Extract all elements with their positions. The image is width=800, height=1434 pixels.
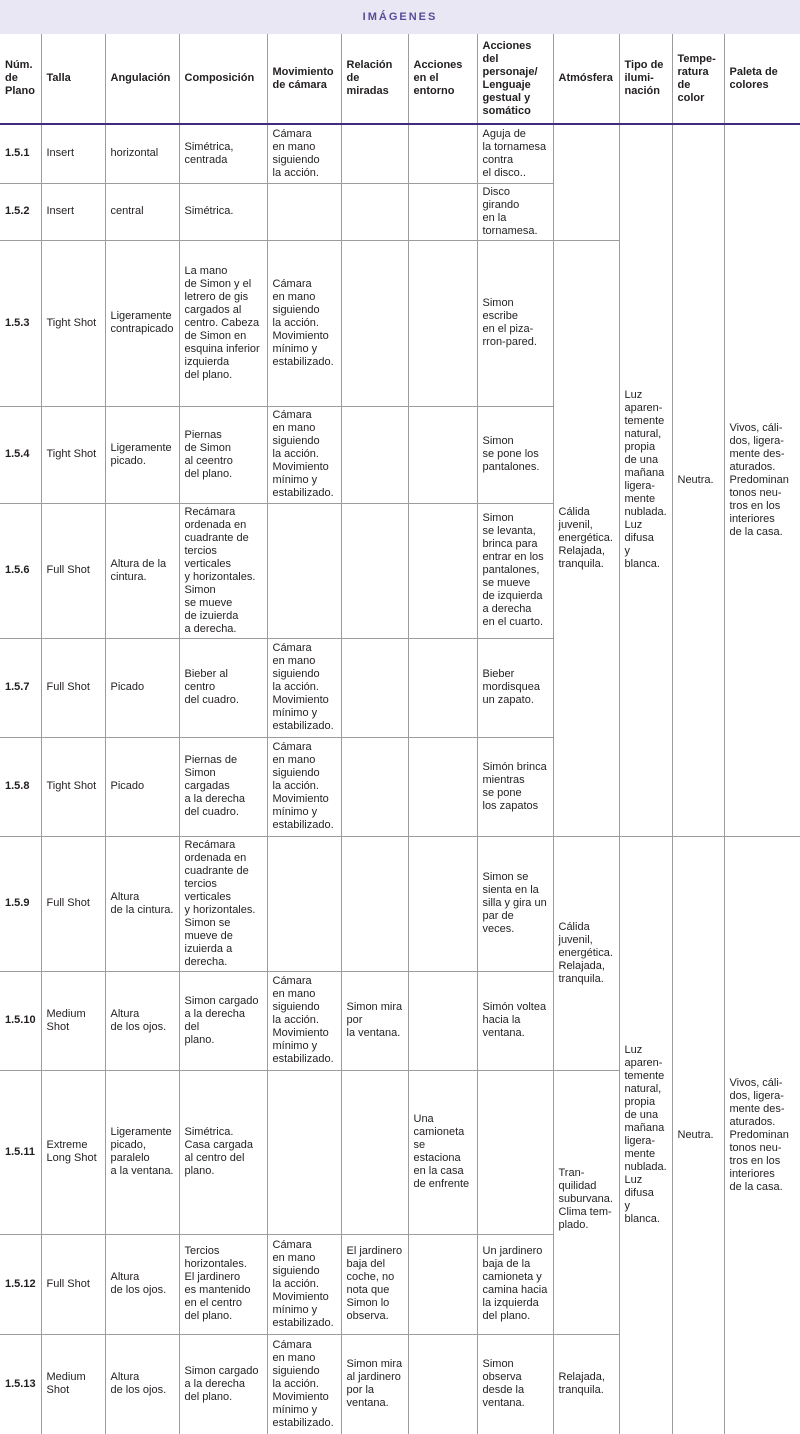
shot-number: 1.5.7: [0, 638, 41, 737]
entorno-cell: [408, 1334, 477, 1434]
table-row: [0, 836, 800, 971]
composicion-cell: Simétrica.: [179, 183, 267, 240]
angulacion-cell: Ligeramente picado.: [105, 406, 179, 503]
shot-number: 1.5.6: [0, 503, 41, 638]
composicion-cell: Piernas de Simon cargadas a la derecha del cuadro.: [179, 737, 267, 836]
temperatura-cell: Neutra.: [672, 836, 724, 1434]
angulacion-cell: Ligeramente picado, paralelo a la ventana.: [105, 1070, 179, 1234]
composicion-cell: Simétrica, centrada: [179, 124, 267, 183]
miradas-cell: [341, 406, 408, 503]
talla-cell: Insert: [41, 124, 105, 183]
personaje-cell: Disco girando en la tornamesa.: [477, 183, 553, 240]
movimiento-cell: Cámara en mano siguiendo la acción. Movimiento mínimo y estabilizado.: [267, 971, 341, 1070]
atmosfera-cell: Relajada, tranquila.: [553, 1334, 619, 1434]
personaje-cell: Simón brinca mientras se pone los zapatos: [477, 737, 553, 836]
shot-number: 1.5.12: [0, 1234, 41, 1334]
composicion-cell: Recámara ordenada en cuadrante de tercios verticales y horizontales. Simon se mueve de izuierda a derecha.: [179, 503, 267, 638]
personaje-cell: Simon se levanta, brinca para entrar en los pantalones, se mueve de izquierda a derecha en el cuarto.: [477, 503, 553, 638]
angulacion-cell: Picado: [105, 737, 179, 836]
header-angulacion: Angulación: [105, 34, 179, 124]
angulacion-cell: horizontal: [105, 124, 179, 183]
entorno-cell: [408, 406, 477, 503]
atmosfera-cell: Cálida juvenil, energética. Relajada, tranquila.: [553, 240, 619, 836]
movimiento-cell: Cámara en mano siguiendo la acción. Movimiento mínimo y estabilizado.: [267, 1234, 341, 1334]
composicion-cell: Simon cargado a la derecha del plano.: [179, 971, 267, 1070]
angulacion-cell: Altura de los ojos.: [105, 1334, 179, 1434]
iluminacion-cell: Luz aparen- temente natural, propia de una mañana ligera- mente nublada. Luz difusa y blanca.: [619, 124, 672, 836]
miradas-cell: [341, 638, 408, 737]
talla-cell: Medium Shot: [41, 971, 105, 1070]
movimiento-cell: [267, 183, 341, 240]
miradas-cell: Simon mira al jardinero por la ventana.: [341, 1334, 408, 1434]
angulacion-cell: Picado: [105, 638, 179, 737]
talla-cell: Full Shot: [41, 638, 105, 737]
temperatura-cell: Neutra.: [672, 124, 724, 836]
entorno-cell: [408, 1234, 477, 1334]
talla-cell: Full Shot: [41, 503, 105, 638]
section-title: IMÁGENES: [362, 11, 438, 23]
header-paleta: Paleta de colores: [724, 34, 800, 124]
movimiento-cell: Cámara en mano siguiendo la acción. Movimiento mínimo y estabilizado.: [267, 737, 341, 836]
entorno-cell: [408, 971, 477, 1070]
entorno-cell: [408, 638, 477, 737]
miradas-cell: [341, 124, 408, 183]
shot-number: 1.5.8: [0, 737, 41, 836]
shot-number: 1.5.2: [0, 183, 41, 240]
miradas-cell: [341, 737, 408, 836]
movimiento-cell: Cámara en mano siguiendo la acción.: [267, 124, 341, 183]
header-temperatura: Tempe- ratura de color: [672, 34, 724, 124]
angulacion-cell: central: [105, 183, 179, 240]
movimiento-cell: [267, 503, 341, 638]
atmosfera-cell-empty: [553, 124, 619, 240]
entorno-cell: [408, 737, 477, 836]
composicion-cell: La mano de Simon y el letrero de gis cargados al centro. Cabeza de Simon en esquina inferior izquierda del plano.: [179, 240, 267, 406]
miradas-cell: El jardinero baja del coche, no nota que Simon lo observa.: [341, 1234, 408, 1334]
personaje-cell: Simon escribe en el piza- rron-pared.: [477, 240, 553, 406]
shot-number: 1.5.3: [0, 240, 41, 406]
personaje-cell: Un jardinero baja de la camioneta y camina hacia la izquierda del plano.: [477, 1234, 553, 1334]
shot-number: 1.5.10: [0, 971, 41, 1070]
header-iluminacion: Tipo de ilumi- nación: [619, 34, 672, 124]
composicion-cell: Recámara ordenada en cuadrante de tercios verticales y horizontales. Simon se mueve de izuierda a derecha.: [179, 836, 267, 971]
personaje-cell: Simón voltea hacia la ventana.: [477, 971, 553, 1070]
shot-number: 1.5.4: [0, 406, 41, 503]
header-movimiento: Movimiento de cámara: [267, 34, 341, 124]
talla-cell: Medium Shot: [41, 1334, 105, 1434]
paleta-cell: Vivos, cáli- dos, ligera- mente des- aturados. Predominan tonos neu- tros en los interiores de la casa.: [724, 836, 800, 1434]
angulacion-cell: Altura de los ojos.: [105, 1234, 179, 1334]
angulacion-cell: Altura de los ojos.: [105, 971, 179, 1070]
miradas-cell: [341, 240, 408, 406]
miradas-cell: [341, 183, 408, 240]
composicion-cell: Simétrica. Casa cargada al centro del plano.: [179, 1070, 267, 1234]
shot-number: 1.5.1: [5, 147, 30, 160]
table-row: [0, 124, 800, 183]
personaje-cell: Simon se pone los pantalones.: [477, 406, 553, 503]
movimiento-cell: Cámara en mano siguiendo la acción. Movimiento mínimo y estabilizado.: [267, 240, 341, 406]
entorno-cell: [408, 240, 477, 406]
movimiento-cell: [267, 1070, 341, 1234]
shot-number: 1.5.9: [0, 836, 41, 971]
personaje-cell: Simon observa desde la ventana.: [477, 1334, 553, 1434]
composicion-cell: Bieber al centro del cuadro.: [179, 638, 267, 737]
personaje-cell: Bieber mordisquea un zapato.: [477, 638, 553, 737]
personaje-cell: [477, 1070, 553, 1234]
talla-cell: Extreme Long Shot: [41, 1070, 105, 1234]
talla-cell: Tight Shot: [41, 406, 105, 503]
personaje-cell: Aguja de la tornamesa contra el disco..: [477, 124, 553, 183]
miradas-cell: Simon mira por la ventana.: [341, 971, 408, 1070]
header-atmosfera: Atmósfera: [553, 34, 619, 124]
movimiento-cell: Cámara en mano siguiendo la acción. Movimiento mínimo y estabilizado.: [267, 406, 341, 503]
entorno-cell: [408, 183, 477, 240]
talla-cell: Insert: [41, 183, 105, 240]
angulacion-cell: Ligeramente contrapicado: [105, 240, 179, 406]
personaje-cell: Simon se sienta en la silla y gira un par de veces.: [477, 836, 553, 971]
header-row: [0, 34, 800, 124]
atmosfera-cell: Cálida juvenil, energética. Relajada, tranquila.: [553, 836, 619, 1070]
header-talla: Talla: [41, 34, 105, 124]
talla-cell: Tight Shot: [41, 240, 105, 406]
miradas-cell: [341, 836, 408, 971]
movimiento-cell: [267, 836, 341, 971]
shot-table: [0, 34, 800, 1434]
entorno-cell: [408, 124, 477, 183]
talla-cell: Tight Shot: [41, 737, 105, 836]
composicion-cell: Piernas de Simon al ceentro del plano.: [179, 406, 267, 503]
header-entorno: Acciones en el entorno: [408, 34, 477, 124]
entorno-cell: Una camioneta se estaciona en la casa de enfrente: [408, 1070, 477, 1234]
entorno-cell: [408, 836, 477, 971]
angulacion-cell: Altura de la cintura.: [105, 836, 179, 971]
composicion-cell: Simon cargado a la derecha del plano.: [179, 1334, 267, 1434]
header-personaje: Acciones del personaje/ Lenguaje gestual y somático: [477, 34, 553, 124]
iluminacion-cell: Luz aparen- temente natural, propia de una mañana ligera- mente nublada. Luz difusa y blanca.: [619, 836, 672, 1434]
header-composicion: Composición: [179, 34, 267, 124]
paleta-cell: Vivos, cáli- dos, ligera- mente des- aturados. Predominan tonos neu- tros en los interiores de la casa.: [724, 124, 800, 836]
movimiento-cell: Cámara en mano siguiendo la acción. Movimiento mínimo y estabilizado.: [267, 1334, 341, 1434]
header-miradas: Relación de miradas: [341, 34, 408, 124]
shot-number: 1.5.13: [0, 1334, 41, 1434]
composicion-cell: Tercios horizontales. El jardinero es mantenido en el centro del plano.: [179, 1234, 267, 1334]
section-banner: [0, 0, 800, 34]
header-num: Núm. de Plano: [0, 34, 41, 124]
entorno-cell: [408, 503, 477, 638]
shot-number: 1.5.11: [0, 1070, 41, 1234]
angulacion-cell: Altura de la cintura.: [105, 503, 179, 638]
talla-cell: Full Shot: [41, 836, 105, 971]
movimiento-cell: Cámara en mano siguiendo la acción. Movimiento mínimo y estabilizado.: [267, 638, 341, 737]
talla-cell: Full Shot: [41, 1234, 105, 1334]
miradas-cell: [341, 1070, 408, 1234]
atmosfera-cell: Tran- quilidad suburvana. Clima tem- plado.: [553, 1070, 619, 1334]
miradas-cell: [341, 503, 408, 638]
